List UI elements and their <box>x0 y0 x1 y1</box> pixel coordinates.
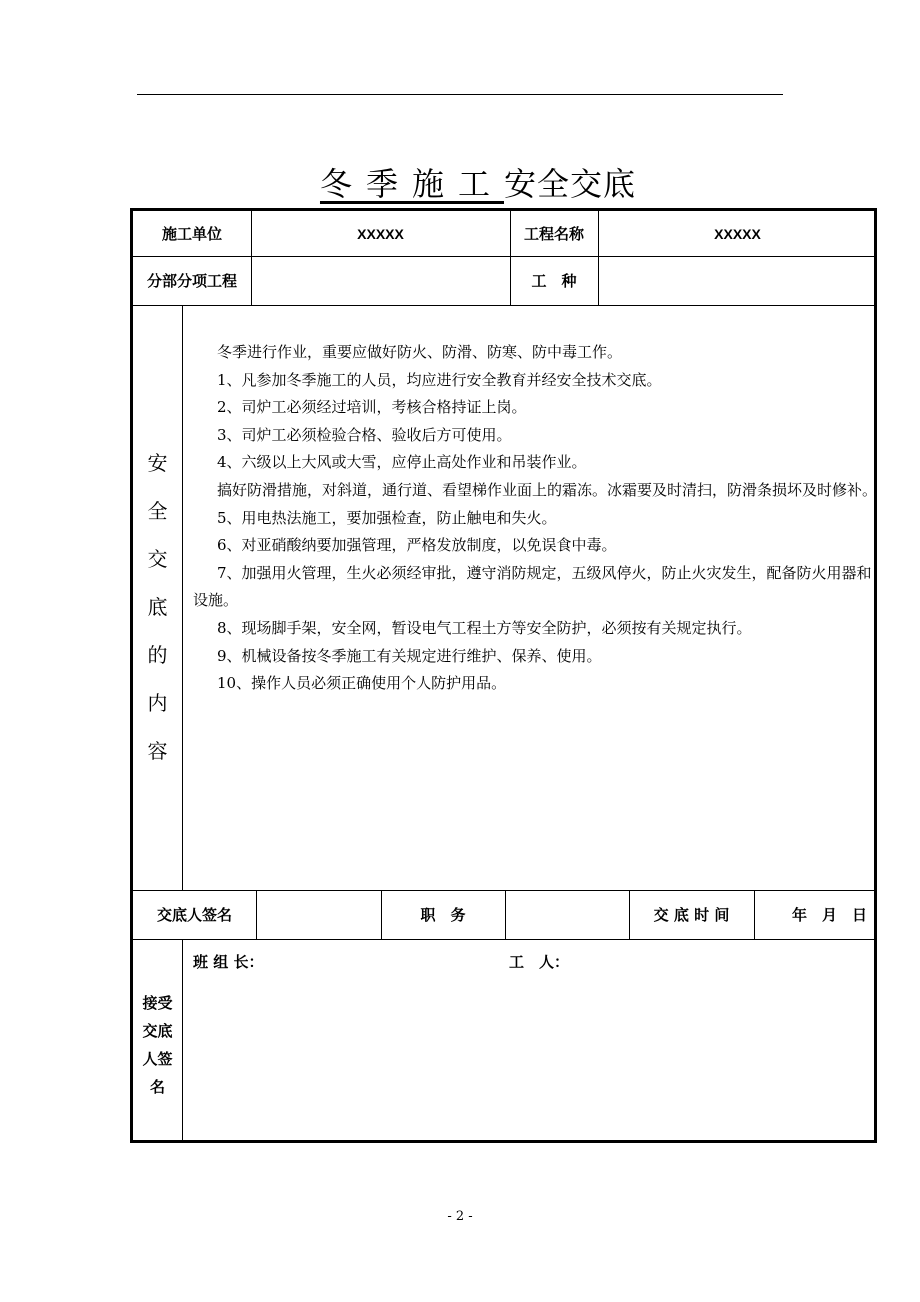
project-name-label: 工程名称 <box>523 225 584 243</box>
content-paragraph: 8、现场脚手架，安全网，暂设电气工程土方等安全防护，必须按有关规定执行。 <box>217 618 752 637</box>
row-divider <box>133 939 877 940</box>
content-paragraph: 3、司炉工必须检验合格、验收后方可使用。 <box>217 425 512 444</box>
briefing-content <box>193 339 881 698</box>
construction-unit-value: XXXXX <box>357 225 404 242</box>
title-rest: 安全交底 <box>504 165 637 203</box>
col-divider <box>182 305 183 890</box>
content-paragraph: 冬季进行作业，重要应做好防火、防滑、防寒、防中毒工作。 <box>217 343 623 361</box>
safety-briefing-form <box>130 208 877 1143</box>
side-char: 交 <box>147 547 168 571</box>
workers-label: 工 人： <box>509 953 570 971</box>
team-leader-label: 班 组 长： <box>193 953 264 971</box>
content-paragraph: 9、机械设备按冬季施工有关规定进行维护、保养、使用。 <box>217 646 602 665</box>
header-rule <box>137 94 783 95</box>
content-paragraph: 2、司炉工必须经过培训，考核合格持证上岗。 <box>217 398 527 417</box>
content-paragraph: 1、凡参加冬季施工的人员，均应进行安全教育并经安全技术交底。 <box>217 370 662 389</box>
side-char: 全 <box>147 499 168 523</box>
trade-value <box>598 256 877 305</box>
side-char: 的 <box>147 643 168 667</box>
document-title <box>0 164 920 204</box>
content-paragraph: 搞好防滑措施，对斜道，通行道、看望梯作业面上的霜冻。冰霜要及时清扫，防滑条损坏及时修补。 <box>217 480 878 499</box>
col-divider <box>182 939 183 1143</box>
position-value <box>505 890 629 939</box>
content-paragraph: 6、对亚硝酸纳要加强管理，严格发放制度，以免误食中毒。 <box>217 536 617 555</box>
side-char: 容 <box>147 739 168 763</box>
side-char: 底 <box>147 595 168 619</box>
receiver-label-line: 名 <box>149 1078 165 1096</box>
side-char: 安 <box>147 451 168 475</box>
subproject-label: 分部分项工程 <box>146 272 237 290</box>
content-paragraph: 5、用电热法施工，要加强检查，防止触电和失火。 <box>217 508 557 527</box>
title-underlined: 冬季施工 <box>319 165 504 203</box>
receiver-label-line: 人签 <box>142 1050 173 1068</box>
content-paragraph: 4、六级以上大风或大雪，应停止高处作业和吊装作业。 <box>217 453 587 472</box>
side-char: 内 <box>147 691 168 715</box>
receiver-label-line: 交底 <box>142 1022 173 1040</box>
position-label: 职 务 <box>420 906 466 924</box>
handover-time-label: 交 底 时 间 <box>653 906 730 924</box>
construction-unit-label: 施工单位 <box>161 225 222 243</box>
handover-date: 年 月 日 <box>791 906 867 924</box>
row-divider <box>133 305 877 306</box>
project-name-value: XXXXX <box>714 225 761 242</box>
page-number: - 2 - <box>447 1209 473 1224</box>
content-paragraph: 10、操作人员必须正确使用个人防护用品。 <box>217 674 507 693</box>
receiver-side-label <box>133 989 182 1101</box>
signer-value <box>256 890 381 939</box>
trade-label: 工 种 <box>531 272 577 290</box>
signer-label: 交底人签名 <box>156 906 232 924</box>
content-paragraph: 7、加强用火管理，生火必须经审批，遵守消防规定，五级风停火，防止火灾发生，配备防火用器和设施。 <box>193 563 872 610</box>
subproject-value <box>251 256 510 305</box>
receiver-label-line: 接受 <box>142 994 173 1012</box>
content-side-label <box>133 439 182 775</box>
